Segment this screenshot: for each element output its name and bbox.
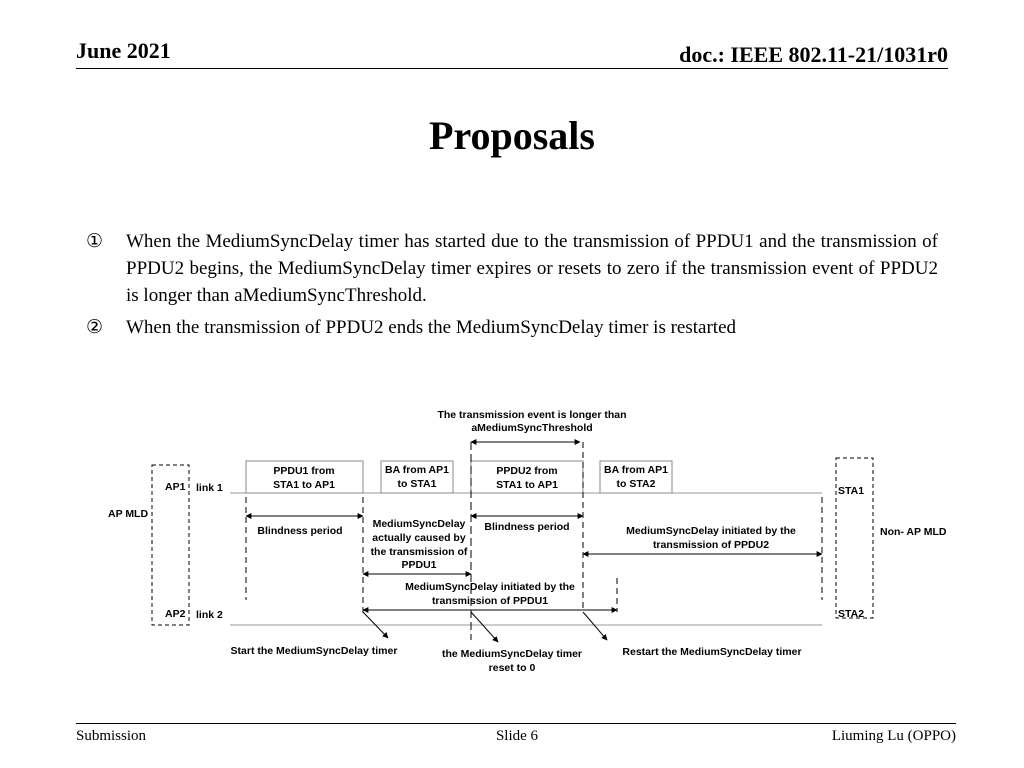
msd-caused-line1: MediumSyncDelay <box>372 518 466 530</box>
link1-label: link 1 <box>196 482 223 494</box>
top-note-line2: aMediumSyncThreshold <box>471 422 593 434</box>
frame-ba2-line1: BA from AP1 <box>604 464 668 476</box>
sta2-label: STA2 <box>838 608 865 620</box>
frame-ba1-line1: BA from AP1 <box>385 464 449 476</box>
top-note-line1: The transmission event is longer than <box>437 409 627 421</box>
frame-ppdu1-line1: PPDU1 from <box>273 465 335 477</box>
msd-ppdu2-line1: MediumSyncDelay initiated by the <box>626 525 796 537</box>
reset-timer-line2: reset to 0 <box>488 662 536 674</box>
msd-caused-line2: actually caused by <box>372 532 466 544</box>
frame-ppdu1-line2: STA1 to AP1 <box>273 479 335 491</box>
restart-timer-label: Restart the MediumSyncDelay timer <box>622 646 802 658</box>
footer-submission: Submission <box>76 728 147 744</box>
msd-caused-line4: PPDU1 <box>401 559 437 571</box>
reset-pointer-arrow <box>471 612 498 642</box>
footer-divider <box>76 723 956 724</box>
sta1-label: STA1 <box>838 485 865 497</box>
footer-author: Liuming Lu (OPPO) <box>831 728 956 744</box>
blindness2-label: Blindness period <box>484 521 570 533</box>
frame-ppdu2-line2: STA1 to AP1 <box>496 479 558 491</box>
ap2-label: AP2 <box>165 608 186 620</box>
ap-mld-label: AP MLD <box>108 508 149 520</box>
ap1-label: AP1 <box>165 481 186 493</box>
msd-ppdu2-line2: transmission of PPDU2 <box>652 539 770 551</box>
bullet-text: When the MediumSyncDelay timer has started due to the transmission of PPDU1 and the transmission of PPDU2 begins, the MediumSyncDelay timer expires or resets to zero if the transmission event of PPDU2 is longer than aMediumSyncThreshold. <box>126 231 938 306</box>
bullet-text: When the transmission of PPDU2 ends the MediumSyncDelay timer is restarted <box>126 317 737 338</box>
header-doc-id: doc.: IEEE 802.11-21/1031r0 <box>679 42 948 67</box>
restart-pointer-arrow <box>583 612 607 640</box>
slide-title: Proposals <box>429 113 595 158</box>
frame-ppdu2-line1: PPDU2 from <box>496 465 558 477</box>
footer-slide-number: Slide 6 <box>495 728 539 744</box>
header-date: June 2021 <box>76 38 171 63</box>
non-ap-mld-label: Non- AP MLD <box>880 526 947 538</box>
non-ap-mld-box <box>836 458 873 618</box>
frame-ba1-line2: to STA1 <box>397 478 437 490</box>
blindness1-label: Blindness period <box>257 525 343 537</box>
msd-caused-line3: the transmission of <box>370 546 468 558</box>
bullet-number: ① <box>86 231 104 252</box>
link2-label: link 2 <box>196 609 223 621</box>
msd-ppdu1-line2: transmission of PPDU1 <box>431 595 549 607</box>
msd-ppdu1-line1: MediumSyncDelay initiated by the <box>405 581 575 593</box>
start-timer-label: Start the MediumSyncDelay timer <box>230 645 398 657</box>
bullet-number: ② <box>86 317 104 338</box>
reset-timer-line1: the MediumSyncDelay timer <box>441 648 583 660</box>
frame-ba2-line2: to STA2 <box>616 478 656 490</box>
